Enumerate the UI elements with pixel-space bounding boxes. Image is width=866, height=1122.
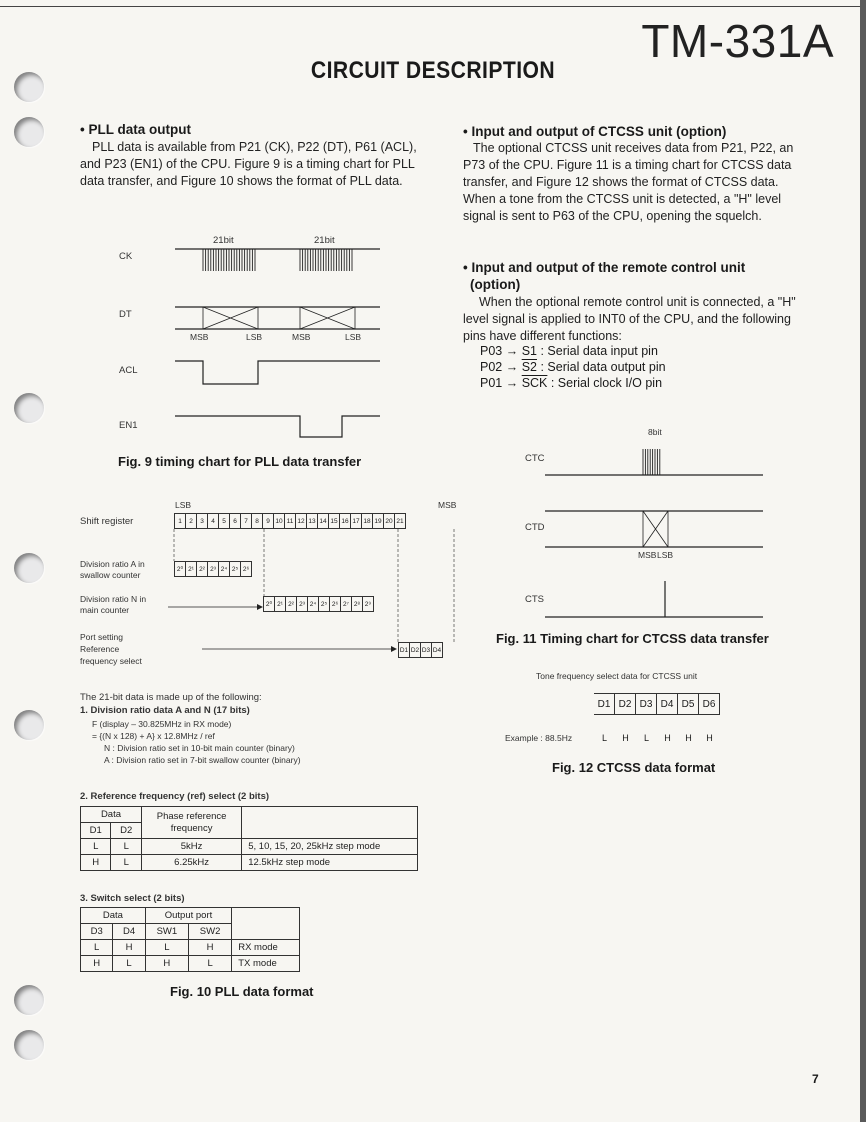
port-label: frequency select (80, 656, 142, 666)
signal-label-ctd: CTD (525, 522, 545, 533)
fig10-connectors (160, 527, 460, 657)
main-counter-cell: 2⁰ (263, 596, 275, 612)
table-header-text: frequency (170, 822, 213, 834)
shift-register-cell: 5 (219, 513, 230, 529)
swallow-counter-cell: 2⁶ (241, 561, 252, 577)
main-label: Division ratio N in (80, 594, 147, 604)
ctc-pulse-train (643, 449, 660, 475)
table-cell: 6.25kHz (141, 855, 241, 871)
shift-register-cell: 10 (274, 513, 285, 529)
fig11-caption: Fig. 11 Timing chart for CTCSS data transfer (496, 631, 769, 646)
remote-heading: • Input and output of the remote control unit (463, 260, 746, 275)
pin-row (480, 375, 662, 391)
page-edge (860, 0, 866, 1122)
en1-waveform (175, 416, 380, 437)
table-cell: L (81, 940, 113, 956)
table-cell: TX mode (232, 956, 300, 972)
main-counter-cell: 2⁸ (352, 596, 363, 612)
table-cell: RX mode (232, 940, 300, 956)
port-setting-cell: D4 (432, 642, 443, 658)
fig10-intro: The 21-bit data is made up of the following: (80, 692, 262, 703)
tone-data-cell: D6 (699, 693, 720, 715)
shift-register-cell: 2 (186, 513, 197, 529)
table-cell: H (81, 855, 111, 871)
shift-register-cell: 8 (252, 513, 263, 529)
example-value: H (622, 733, 629, 743)
pin-signal: $\overline{SCK}$ (521, 376, 548, 390)
pin-port: P02 → (480, 360, 522, 374)
binder-hole-icon (14, 72, 44, 102)
table-header: Output port (145, 908, 231, 924)
main-counter-cell: 2⁹ (363, 596, 374, 612)
pin-signal: S1 (521, 344, 537, 358)
fig11-bit-label: 8bit (648, 427, 662, 437)
arrow-head (257, 604, 263, 610)
signal-label-en1: EN1 (119, 420, 138, 431)
ck-pulse-train-2 (300, 249, 352, 271)
table-header-empty (232, 908, 300, 940)
port-setting-cell: D1 (398, 642, 410, 658)
signal-label-ck: CK (119, 251, 133, 262)
dt-data-window-2 (300, 307, 355, 329)
table-header: Data (81, 908, 146, 924)
table-row (81, 940, 300, 956)
fig11-timing-diagram (545, 435, 765, 625)
example-value: H (664, 733, 671, 743)
pin-signal: S2 (521, 360, 537, 374)
signal-label-acl: ACL (119, 365, 138, 376)
model-number: TM-331A (641, 15, 834, 67)
lsb-label: LSB (175, 500, 192, 510)
shift-register-cell: 19 (373, 513, 384, 529)
swallow-counter-cell: 2² (197, 561, 208, 577)
main-counter-cell: 2⁷ (341, 596, 352, 612)
pin-row (480, 343, 658, 359)
tone-data-cell: D2 (615, 693, 636, 715)
fig9-bit-label: 21bit (213, 235, 234, 246)
table-cell: L (188, 956, 231, 972)
main-counter-cell: 2⁶ (330, 596, 341, 612)
fig12-example-label: Example : 88.5Hz (505, 733, 573, 743)
tone-data-cell: D1 (594, 693, 615, 715)
item2-heading: 2. Reference frequency (ref) select (2 bits) (80, 791, 270, 802)
main-counter-cell: 2³ (297, 596, 308, 612)
shift-register-cell: 3 (197, 513, 208, 529)
tone-data-cell: D5 (678, 693, 699, 715)
dt-mark: MSB (190, 332, 209, 342)
table-cell: H (188, 940, 231, 956)
table-cell: L (111, 839, 141, 855)
main-label: main counter (80, 605, 130, 615)
swallow-counter-cell: 2¹ (186, 561, 197, 577)
table-row (81, 855, 418, 871)
pin-desc: : Serial data input pin (536, 344, 658, 358)
port-setting-cell: D3 (421, 642, 432, 658)
table-header: D1 (81, 823, 111, 839)
shift-register-cell: 4 (208, 513, 219, 529)
ck-pulse-train-1 (203, 249, 255, 271)
signal-label-dt: DT (119, 309, 132, 320)
shift-register-cell: 21 (395, 513, 406, 529)
arrow-head (391, 646, 397, 652)
fig9-caption: Fig. 9 timing chart for PLL data transfer (118, 454, 362, 469)
dt-mark: LSB (345, 332, 362, 342)
shift-register-cell: 18 (362, 513, 373, 529)
table-row (81, 839, 418, 855)
pll-text: PLL data is available from P21 (CK), P22 (DT), P61 (ACL), and P23 (EN1) of the CPU. Figure 9 is a timing chart for PLL data transfer, and Figure 10 shows the format of PLL data. (80, 140, 417, 188)
table-cell: H (113, 940, 145, 956)
table-cell: H (81, 956, 113, 972)
example-value: L (601, 733, 607, 743)
port-setting-cell: D2 (410, 642, 421, 658)
shift-register-cell: 6 (230, 513, 241, 529)
shift-register-cell: 13 (307, 513, 318, 529)
binder-hole-icon (14, 553, 44, 583)
shift-register-label: Shift register (80, 516, 134, 527)
table-row (81, 956, 300, 972)
shift-register-cell: 9 (263, 513, 274, 529)
swallow-label: swallow counter (80, 570, 141, 580)
table-cell: L (81, 839, 111, 855)
binder-hole-icon (14, 710, 44, 740)
shift-register-cell: 1 (174, 513, 186, 529)
shift-register-cell: 12 (296, 513, 307, 529)
table-header: SW2 (188, 924, 231, 940)
pin-port: P01 → (480, 376, 522, 390)
pin-desc: : Serial clock I/O pin (547, 376, 663, 390)
swallow-counter-cell: 2⁴ (219, 561, 230, 577)
table-cell: 5, 10, 15, 20, 25kHz step mode (242, 839, 418, 855)
table-cell: 12.5kHz step mode (242, 855, 418, 871)
fig12-example-values (594, 733, 720, 743)
remote-text: When the optional remote control unit is connected, a "H" level signal is applied to INT0 of the CPU, and the following pins have different functions: (463, 295, 796, 343)
fig9-bit-label: 21bit (314, 235, 335, 246)
binder-hole-icon (14, 1030, 44, 1060)
table-header: D4 (113, 924, 145, 940)
table-header-empty (242, 807, 418, 839)
item1-heading: 1. Division ratio data A and N (17 bits) (80, 705, 250, 716)
tone-data-cell: D4 (657, 693, 678, 715)
signal-label-cts: CTS (525, 594, 544, 605)
main-counter-cell: 2² (286, 596, 297, 612)
swallow-counter-cell: 2⁵ (230, 561, 241, 577)
table-cell: L (113, 956, 145, 972)
table-header: SW1 (145, 924, 188, 940)
pin-row (480, 359, 666, 375)
switch-select-table (80, 907, 300, 972)
swallow-counter-cell: 2³ (208, 561, 219, 577)
binder-hole-icon (14, 393, 44, 423)
page-title: CIRCUIT DESCRIPTION (310, 57, 556, 84)
shift-register-cell: 7 (241, 513, 252, 529)
main-counter-cell: 2¹ (275, 596, 286, 612)
example-value: H (706, 733, 713, 743)
pin-port: P03 → (480, 344, 522, 358)
table-header: D2 (111, 823, 141, 839)
table-cell: 5kHz (141, 839, 241, 855)
table-cell: H (145, 956, 188, 972)
shift-register-cell: 14 (318, 513, 329, 529)
main-counter-cell: 2⁴ (308, 596, 319, 612)
table-header-text: Phase reference (156, 810, 227, 822)
dt-data-window-1 (203, 307, 258, 329)
port-label: Port setting (80, 632, 123, 642)
ctcss-heading: • Input and output of CTCSS unit (option) (463, 124, 727, 139)
table-header: D3 (81, 924, 113, 940)
remote-heading: (option) (470, 277, 521, 292)
tone-data-cell: D3 (636, 693, 657, 715)
table-cell: L (145, 940, 188, 956)
shift-register-cell: 17 (351, 513, 362, 529)
item3-heading: 3. Switch select (2 bits) (80, 893, 185, 904)
shift-register-cell: 16 (340, 513, 351, 529)
pll-heading: • PLL data output (80, 122, 191, 137)
fig12-label: Tone frequency select data for CTCSS unit (536, 671, 698, 681)
dt-mark: LSB (246, 332, 263, 342)
item1-line: N : Division ratio set in 10-bit main counter (binary) (104, 743, 295, 753)
top-rule (0, 6, 866, 7)
ctcss-text: The optional CTCSS unit receives data from P21, P22, an P73 of the CPU. Figure 11 is a timing chart for CTCSS data transfer, and Figure 12 shows the format of CTCSS data. When a tone from the CTCSS unit is detected, a "H" level signal is sent to P63 of the CPU, opening the squelch. (463, 141, 794, 223)
signal-label-ctc: CTC (525, 453, 545, 464)
binder-hole-icon (14, 985, 44, 1015)
table-header (141, 807, 241, 839)
swallow-label: Division ratio A in (80, 559, 145, 569)
pin-desc: : Serial data output pin (536, 360, 666, 374)
page-number: 7 (812, 1072, 819, 1086)
main-counter-cell: 2⁵ (319, 596, 330, 612)
table-cell: L (111, 855, 141, 871)
item1-line: A : Division ratio set in 7-bit swallow counter (binary) (104, 755, 301, 765)
shift-register-cell: 11 (285, 513, 296, 529)
ctd-mark: LSB (657, 550, 674, 560)
item1-line: = {(N x 128) + A} x 12.8MHz / ref (92, 731, 215, 741)
fig9-timing-diagram (170, 240, 390, 445)
port-label: Reference (80, 644, 120, 654)
fig12-caption: Fig. 12 CTCSS data format (552, 760, 716, 775)
acl-waveform (175, 361, 380, 384)
example-value: L (643, 733, 649, 743)
fig12-cells (594, 693, 720, 715)
dt-mark: MSB (292, 332, 311, 342)
binder-hole-icon (14, 117, 44, 147)
fig10-caption: Fig. 10 PLL data format (170, 984, 314, 999)
cts-waveform (545, 581, 763, 617)
reference-frequency-table (80, 806, 418, 871)
ctd-data-window (643, 511, 668, 547)
msb-label: MSB (438, 500, 457, 510)
example-value: H (685, 733, 692, 743)
table-header: Data (81, 807, 142, 823)
shift-register-cell: 15 (329, 513, 340, 529)
ctd-mark: MSB (638, 550, 657, 560)
shift-register-cell: 20 (384, 513, 395, 529)
item1-line: F (display – 30.825MHz in RX mode) (92, 719, 232, 729)
swallow-counter-cell: 2⁰ (174, 561, 186, 577)
